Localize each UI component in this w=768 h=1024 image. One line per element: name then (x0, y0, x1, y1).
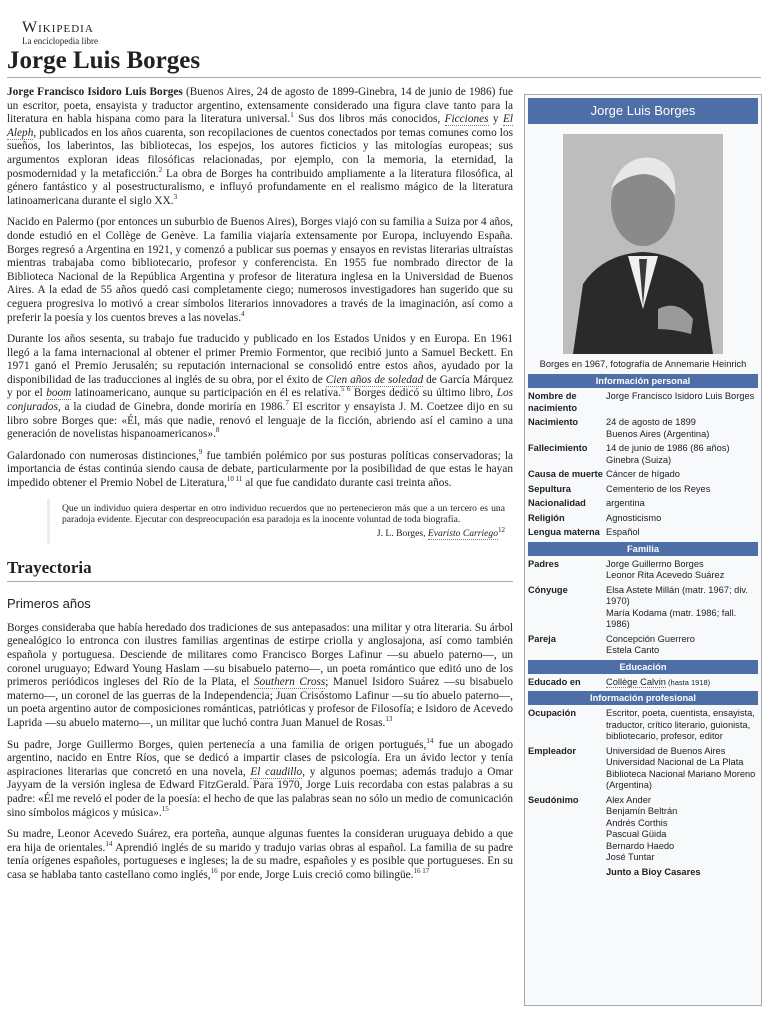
infobox-link[interactable]: Universidad de Buenos Aires (606, 745, 726, 756)
infobox-value (606, 559, 758, 582)
text: Nacido en Palermo (por entonces un suburbio de Buenos Aires), Borges viajó con su familia a Suiza por 4 años, donde estudió en el Collège de Genève. La familia viajaría extensamente por Europa, incluyendo España. Borges regresó a Argentina en 1921, y comenzó a publicar sus poemas y ensayos en revistas literarias ultraístas mientras trabajaba como bibliotecario, profesor y conferencista. En 1955 fue nombrado director de la Biblioteca Nacional de la República Argentina y profesor de literatura inglesa en la Universidad de Buenos Aires. A la edad de 55 años quedó casi completamente ciego; numerosos investigadores han sugerido que su ceguera progresiva lo motivó a crear símbolos literarios innovadores a través de la imaginación, así como a preferir la poesía y los cuentos breves a las novelas. (7, 216, 513, 324)
infobox-link[interactable]: argentina (606, 498, 645, 508)
infobox-value (606, 867, 758, 879)
infobox-value (606, 469, 758, 481)
paragraph-5 (7, 622, 513, 731)
professional-rows (528, 708, 758, 864)
text: ; Manuel Isidoro Suárez —su bisabuelo materno—, un coronel de las guerras de la Independencia; Juan Crisóstomo Lafinur —su tío abuelo paterno—, un poeta argentino autor de composiciones románticas, patrióticas y profesor de Filosofía; e Isidoro de Acevedo Laprida —su abuelo materno—, un militar que luchó contra Juan Manuel de Rosas. (7, 676, 514, 729)
text: Su madre, Leonor Acevedo Suárez, era porteña, aunque algunas fuentes la consideran uruguaya debido a que era hija de orientales. (7, 828, 513, 854)
section-family: Familia (528, 542, 758, 556)
quote-text: Que un individuo quiera despertar en otro individuo recuerdos que no pertenecieron más que a un tercero es una paradoja evidente. Ejecutar con despreocupación esa paradoja es la inocente voluntad de toda biografía. (62, 502, 505, 526)
paragraph-6 (7, 736, 514, 821)
family-rows (528, 559, 758, 657)
text: Su padre, Jorge Guillermo Borges, quien pertenecía a una familia de origen portugués, (7, 738, 427, 751)
paragraph-3 (7, 333, 513, 442)
infobox-value (606, 391, 758, 414)
section-personal-info: Información personal (528, 374, 758, 388)
text: Durante los años sesenta, su trabajo fue traducido y publicado en los Estados Unidos y en Europa. En 1961 llegó a la fama internacional al obtener el primer Premio Formentor, que recibió junto a Samuel Beckett. En 1971 ganó el Premio Jerusalén; su reputación internacional se consolidó entre estos años, ayudado por la disponibilidad de las traducciones al inglés de su obra, por el éxito de (7, 333, 513, 386)
text: Borges consideraba que había heredado dos tradiciones de sus antepasados: una militar y otra literaria. Su árbol genealógico lo entronca con ilustres familias argentinas de estirpe criolla y anglosajona, así como también española y portuguesa. Desciende de militares como Francisco Borges Lafinur —su abuelo paterno—, un coronel uruguayo; Edward Young Haslam —su bisabuelo paterno—, un poeta romántico que editó uno de los primeros periódicos ingleses del Río de la Plata, el (7, 621, 513, 689)
infobox-value (606, 634, 758, 657)
infobox-value (606, 527, 758, 539)
infobox-row (528, 867, 758, 879)
text: Sus dos libros más conocidos, (293, 113, 445, 126)
infobox-label: Lengua materna (528, 527, 600, 537)
infobox-label: Nombre de nacimiento (528, 391, 578, 413)
infobox-title: Jorge Luis Borges (528, 98, 758, 124)
text: (Buenos Aires, 24 de agosto de 1899-Ginebra, 14 de junio de 1986) fue un escritor, poeta, ensayista y traductor argentino, extensamente considerado una figura clave tanto para la literatura en habla hispana como para la literatura universal. (7, 86, 513, 126)
link-cien-anos[interactable]: Cien años de soledad (325, 373, 424, 386)
infobox-label: Cónyuge (528, 584, 568, 595)
reference[interactable]: 8 (215, 426, 220, 435)
education-note: (hasta 1918) (665, 677, 711, 687)
infobox-link[interactable]: Concepción Guerrero (606, 633, 695, 644)
section-heading-trayectoria: Trayectoria (7, 558, 513, 582)
infobox-row (528, 634, 758, 657)
infobox-label: Pareja (528, 633, 556, 644)
infobox-link[interactable]: Buenos Aires (Argentina) (606, 428, 710, 439)
infobox-link[interactable]: Alex Ander (606, 794, 651, 805)
infobox-link[interactable]: Agnosticismo (606, 512, 662, 523)
infobox-label: Empleador (528, 745, 577, 756)
text: , a la ciudad de Ginebra, donde moriría en 1986. (57, 401, 286, 414)
subject-name: Jorge Francisco Isidoro Luis Borges (7, 86, 183, 98)
infobox-link[interactable]: Jorge Guillermo Borges (606, 558, 704, 569)
reference[interactable]: 10 11 (226, 475, 243, 484)
portrait-image[interactable] (563, 134, 723, 354)
infobox-label: Sepultura (528, 483, 571, 494)
intro-paragraph (7, 86, 513, 208)
infobox-value (606, 443, 758, 466)
link-ficciones[interactable]: Ficciones (444, 113, 489, 126)
paragraph-4 (7, 450, 513, 491)
infobox-row (528, 708, 758, 743)
section-education: Educación (528, 660, 758, 674)
text: fue un abogado argentino, nacido en Entre Ríos, que se dedicó a impartir clases de psicología. Era un ávido lector y tenía aspiraciones literarias que concretó en una novela, (7, 738, 514, 778)
infobox-row (528, 559, 758, 582)
infobox-value (606, 795, 758, 864)
page-title: Jorge Luis Borges (7, 47, 201, 74)
infobox-value (606, 585, 758, 631)
infobox-label: Religión (528, 512, 565, 523)
text: al que fue candidato durante casi treinta años. (242, 477, 452, 490)
reference[interactable]: 5 6 (341, 385, 351, 394)
infobox-row (528, 527, 758, 539)
infobox-value (606, 484, 758, 496)
wikipedia-tagline: La enciclopedia libre (22, 36, 98, 46)
paragraph-2 (7, 216, 513, 325)
paragraph-7 (7, 828, 513, 882)
link-college-calvin[interactable]: Collège Calvin (606, 676, 666, 687)
subsection-heading-primeros-anos: Primeros años (7, 595, 91, 611)
infobox-link[interactable]: 14 de junio de 1986 (86 años) (606, 443, 730, 453)
infobox-row (528, 513, 758, 525)
infobox-label: Fallecimiento (528, 443, 588, 453)
link-evaristo-carriego[interactable]: Evaristo Carriego (427, 528, 498, 540)
infobox-row (528, 484, 758, 496)
infobox-link[interactable]: 24 de agosto de 1899 (606, 417, 696, 427)
text: latinoamericano, aunque su participación en él es relativa. (71, 387, 342, 400)
text: por ende, Jorge Luis creció como bilingüe. (217, 868, 414, 881)
infobox-link[interactable]: Jorge Francisco Isidoro Luis Borges (606, 391, 755, 401)
text: Aprendió inglés de su marido y tradujo varias obras al español. La familia de su padre tenía orígenes españoles, portugueses e ingleses; la de su madre, españoles y es posible que portugueses. En su casa se hablaba tanto castellano como inglés, (7, 841, 513, 881)
infobox-label: Causa de muerte (528, 469, 603, 479)
infobox-label: Padres (528, 558, 560, 569)
infobox-label: Nacionalidad (528, 498, 586, 508)
borges-quote (47, 499, 513, 544)
infobox-link[interactable]: Bernardo Haedo (606, 840, 675, 851)
article-body (7, 86, 513, 891)
infobox (524, 94, 762, 1006)
infobox-label: Ocupación (528, 708, 577, 718)
text: de García Márquez y por el (7, 373, 513, 400)
text: Galardonado con numerosas distinciones, (7, 449, 199, 462)
infobox-row (528, 677, 758, 689)
infobox-link[interactable]: Pascual Güida (606, 829, 667, 839)
infobox-link[interactable]: Cementerio de los Reyes (606, 483, 711, 494)
page-header (0, 0, 768, 80)
infobox-value (606, 417, 758, 440)
book-title: Los conjurados (7, 387, 514, 414)
text: La obra de Borges ha contribuido ampliamente a la literatura filosófica, al género fantástico y al posestructuralismo, e influyó profundamente en el realismo mágico de la literatura latinoamericana durante el siglo XX. (7, 167, 513, 207)
reference[interactable]: 14 (105, 839, 113, 848)
infobox-label: Nacimiento (528, 417, 579, 427)
section-professional-info: Información profesional (528, 691, 758, 705)
portrait-caption: Borges en 1967, fotografía de Annemarie Heinrich (539, 359, 747, 369)
infobox-row (528, 417, 758, 440)
infobox-row (528, 469, 758, 481)
wikipedia-logo[interactable] (22, 20, 98, 46)
reference[interactable]: 13 (385, 715, 393, 724)
infobox-row (528, 746, 758, 792)
infobox-link[interactable]: Escritor, poeta, cuentista, ensayista, traductor, crítico literario, guionista, bibliotecario, profesor, editor (606, 708, 755, 741)
infobox-value (606, 498, 758, 510)
reference[interactable]: 7 (285, 399, 289, 408)
text: fue también polémico por sus posturas políticas conservadoras; la importancia de éstas continúa siendo causa de debate, particularmente por la posibilidad de que estas le hayan impedido obtener el Premio Nobel de Literatura, (7, 449, 513, 490)
infobox-link[interactable]: Cáncer de hígado (606, 469, 680, 479)
infobox-row (528, 585, 758, 631)
reference[interactable]: 15 (161, 804, 169, 813)
reference[interactable]: 9 (198, 448, 203, 457)
infobox-label: Educado en (528, 676, 581, 687)
text: Borges dedicó su último libro, (350, 387, 497, 400)
reference[interactable]: 12 (498, 526, 505, 535)
infobox-row (528, 391, 758, 414)
text: , publicados en los años cuarenta, son recopilaciones de cuentos conectados por temas comunes como los sueños, los laberintos, las bibliotecas, los espejos, los autores ficticios y las mitologías europeas; sus argumentos exploran ideas filosóficas relacionadas, por ejemplo, con la memoria, la eternidad, la posmodernidad y la metaficción. (7, 126, 513, 180)
infobox-link[interactable]: Biblioteca Nacional Mariano Moreno (Argentina) (606, 768, 756, 790)
reference[interactable]: 16 (210, 867, 218, 876)
infobox-link[interactable]: Leonor Rita Acevedo Suárez (606, 570, 725, 580)
infobox-value (606, 746, 758, 792)
infobox-link[interactable]: Benjamín Beltrán (606, 806, 678, 816)
reference[interactable]: 3 (173, 192, 178, 201)
text: , y algunos poemas; además tradujo a Omar Jayyam de la versión inglesa de Edward FitzGerald. Para 1970, Jorge Luis recordaba con estas palabras a su padre: «Él me reveló el poder de la poesía: el hecho de que las palabras sean no sólo un medio de comunicación sino símbolos mágicos y música». (7, 765, 514, 819)
infobox-link[interactable]: Español (606, 527, 640, 537)
infobox-value (606, 677, 758, 689)
infobox-link[interactable]: Andrés Corthis (606, 817, 668, 828)
infobox-link[interactable]: Universidad Nacional de La Plata (606, 757, 744, 767)
link-el-aleph[interactable]: El Aleph (7, 113, 513, 139)
infobox-row (528, 498, 758, 510)
infobox-label: Seudónimo (528, 794, 579, 805)
infobox-label (528, 867, 606, 879)
personal-info-rows (528, 391, 758, 539)
link-southern-cross[interactable]: Southern Cross (253, 676, 326, 689)
infobox-row (528, 795, 758, 864)
quote-citation (62, 528, 505, 539)
infobox-value (606, 513, 758, 525)
pseudonym-group: Junto a Bioy Casares (606, 866, 701, 877)
infobox-link[interactable]: Estela Canto (606, 645, 660, 655)
text: y (488, 113, 503, 126)
infobox-link[interactable]: José Tuntar (606, 852, 655, 862)
infobox-link[interactable]: María Kodama (matr. 1986; fall. 1986) (606, 607, 737, 629)
reference[interactable]: 16 17 (413, 867, 430, 876)
infobox-value (606, 708, 758, 743)
link-boom[interactable]: boom (46, 387, 72, 400)
reference[interactable]: 2 (158, 165, 163, 174)
quote-author: J. L. Borges, (376, 528, 428, 540)
text: El escritor y ensayista J. M. Coetzee dijo en su libro sobre Borges que: «Él, más que nadie, renovó el lenguaje de la ficción, abriendo así el camino a una generación de novelistas hispanoamericanos». (7, 401, 513, 441)
title-divider (7, 77, 761, 78)
infobox-link[interactable]: Ginebra (Suiza) (606, 454, 672, 465)
reference[interactable]: 1 (290, 111, 294, 120)
reference[interactable]: 4 (241, 309, 245, 318)
link-el-caudillo[interactable]: El caudillo (250, 765, 303, 778)
infobox-link[interactable]: Elsa Astete Millán (matr. 1967; div. 1970) (606, 584, 748, 606)
reference[interactable]: 14 (426, 736, 434, 745)
infobox-row (528, 443, 758, 466)
wikipedia-wordmark: Wikipedia (22, 19, 94, 36)
